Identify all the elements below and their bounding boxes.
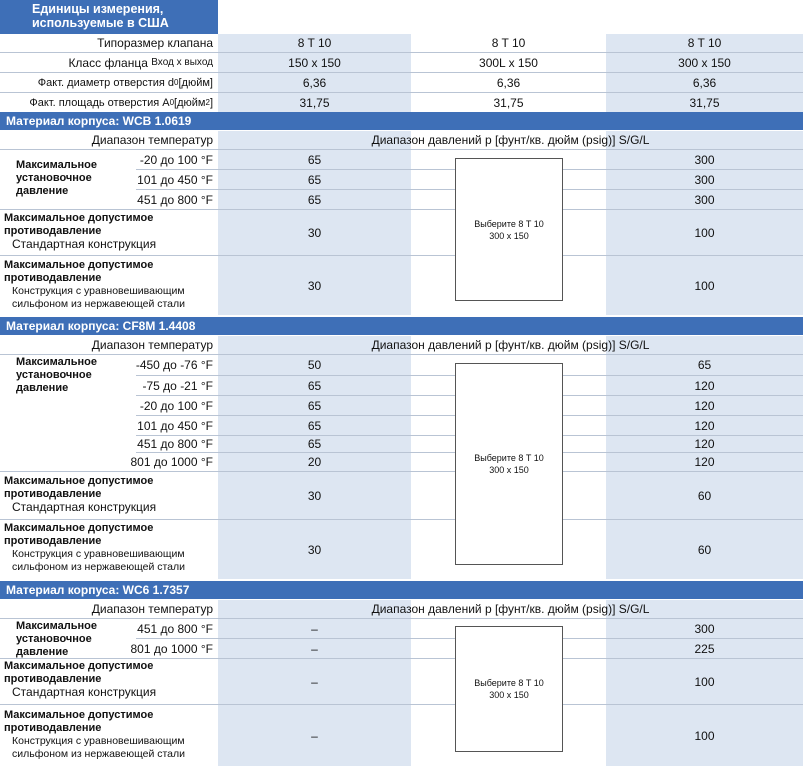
col3-value: 65 bbox=[697, 358, 712, 372]
temp-row: -20 до 100 °F bbox=[139, 152, 213, 167]
col3-value: 120 bbox=[694, 455, 715, 469]
col3-value: 120 bbox=[694, 398, 715, 413]
orifice-area-col3: 31,75 bbox=[689, 95, 720, 110]
select-note-line2: 300 x 150 bbox=[489, 230, 529, 241]
flange-class-col2: 300L x 150 bbox=[479, 55, 538, 70]
max-set-pressure-label bbox=[16, 159, 136, 198]
col3-value: 100 bbox=[694, 728, 715, 743]
label-line: Максимальное bbox=[16, 620, 97, 632]
orifice-area-text: Факт. площадь отверстия A bbox=[29, 96, 170, 109]
col1-value: 65 bbox=[307, 436, 322, 451]
section-title-cf8m: Материал корпуса: CF8M 1.4408 bbox=[0, 317, 803, 335]
flange-class-col3: 300 x 150 bbox=[678, 55, 731, 70]
temp-row: 801 до 1000 °F bbox=[130, 455, 213, 469]
col3-value: 120 bbox=[694, 436, 715, 451]
temp-row: 451 до 800 °F bbox=[137, 436, 213, 451]
col1-value: 50 bbox=[307, 358, 322, 372]
orifice-diameter-unit: [дюйм] bbox=[178, 76, 213, 89]
flange-class-small: Вход x выход bbox=[151, 57, 213, 68]
col3-value: 120 bbox=[694, 378, 715, 393]
temp-row: 101 до 450 °F bbox=[137, 418, 213, 433]
col3-value: 60 bbox=[697, 542, 712, 557]
pressure-range-header: Диапазон давлений p [фунт/кв. дюйм (psig)] S/G/L bbox=[371, 602, 650, 616]
max-backpressure-bellows-label bbox=[4, 259, 218, 311]
orifice-diameter-sub: 0 bbox=[174, 78, 179, 87]
temp-row: 101 до 450 °F bbox=[137, 172, 213, 187]
max-backpressure-bellows-label bbox=[4, 709, 218, 761]
col3-value: 300 bbox=[694, 172, 715, 187]
select-note-line1: Выберите 8 T 10 bbox=[474, 453, 544, 463]
col1-value: 65 bbox=[307, 172, 322, 187]
label-line: сильфоном из нержавеющей стали bbox=[12, 561, 185, 573]
label-line: давление bbox=[16, 185, 69, 197]
col1-value: 30 bbox=[307, 278, 322, 293]
col1-value: 65 bbox=[307, 398, 322, 413]
label-line: противодавление bbox=[4, 488, 102, 500]
valve-size-label: Типоразмер клапана bbox=[97, 36, 213, 50]
col1-value: 65 bbox=[307, 378, 322, 393]
col1-value: – bbox=[311, 641, 318, 656]
label-line: противодавление bbox=[4, 272, 102, 284]
max-backpressure-standard-label bbox=[4, 660, 218, 699]
label-line: Конструкция с уравновешивающим bbox=[12, 285, 185, 297]
label-line: сильфоном из нержавеющей стали bbox=[12, 748, 185, 760]
temp-row: -20 до 100 °F bbox=[139, 398, 213, 413]
col1-value: 30 bbox=[307, 225, 322, 240]
max-backpressure-bellows-label bbox=[4, 522, 218, 574]
temp-range-header: Диапазон температур bbox=[91, 133, 213, 147]
col1-value: – bbox=[311, 674, 318, 689]
orifice-diameter-text: Факт. диаметр отверстия d bbox=[37, 76, 175, 89]
col3-value: 60 bbox=[697, 488, 712, 503]
max-set-pressure-label bbox=[16, 356, 136, 395]
col3-value: 100 bbox=[694, 674, 715, 689]
label-line: Максимальное допустимое bbox=[4, 212, 154, 224]
label-line: Максимальное допустимое bbox=[4, 522, 154, 534]
section-title-wc6: Материал корпуса: WC6 1.7357 bbox=[0, 581, 803, 599]
col3-value: 100 bbox=[694, 225, 715, 240]
valve-size-col1: 8 T 10 bbox=[297, 36, 332, 50]
temp-row: 451 до 800 °F bbox=[137, 192, 213, 207]
label-line: Максимальное допустимое bbox=[4, 259, 154, 271]
select-note-line1: Выберите 8 T 10 bbox=[474, 678, 544, 688]
orifice-area-end: ] bbox=[209, 96, 213, 109]
col3-value: 300 bbox=[694, 192, 715, 207]
label-line: Стандартная конструкция bbox=[12, 237, 157, 251]
col1-value: – bbox=[311, 728, 318, 743]
pressure-range-header: Диапазон давлений p [фунт/кв. дюйм (psig)] S/G/L bbox=[371, 338, 650, 352]
label-line: Конструкция с уравновешивающим bbox=[12, 548, 185, 560]
temp-range-header: Диапазон температур bbox=[91, 338, 213, 352]
select-note-box bbox=[455, 363, 563, 565]
label-line: Стандартная конструкция bbox=[12, 685, 157, 699]
max-backpressure-standard-label bbox=[4, 475, 218, 514]
section-title-wcb: Материал корпуса: WCB 1.0619 bbox=[0, 112, 803, 130]
pressure-range-header: Диапазон давлений p [фунт/кв. дюйм (psig)] S/G/L bbox=[371, 133, 650, 147]
flange-class-label bbox=[0, 53, 218, 72]
flange-class-col1: 150 x 150 bbox=[288, 55, 341, 70]
col3-value: 100 bbox=[694, 278, 715, 293]
label-line: противодавление bbox=[4, 535, 102, 547]
orifice-area-col1: 31,75 bbox=[299, 95, 330, 110]
label-line: установочное bbox=[16, 172, 92, 184]
label-line: Максимальное допустимое bbox=[4, 709, 154, 721]
max-set-pressure-label bbox=[16, 620, 136, 659]
label-line: сильфоном из нержавеющей стали bbox=[12, 298, 185, 310]
label-line: Максимальное допустимое bbox=[4, 660, 154, 672]
orifice-diameter-col1: 6,36 bbox=[302, 75, 327, 90]
col1-value: 65 bbox=[307, 192, 322, 207]
col3-value: 120 bbox=[694, 418, 715, 433]
select-note-line2: 300 x 150 bbox=[489, 690, 529, 700]
col1-value: – bbox=[311, 621, 318, 636]
label-line: установочное bbox=[16, 369, 92, 381]
col3-value: 300 bbox=[694, 152, 715, 167]
orifice-area-sup: 2 bbox=[205, 98, 210, 107]
label-line: установочное bbox=[16, 633, 92, 645]
label-line: Максимальное bbox=[16, 159, 97, 171]
temp-row: -450 до -76 °F bbox=[135, 358, 213, 372]
col3-value: 300 bbox=[694, 621, 715, 636]
col3-value: 225 bbox=[694, 641, 715, 656]
label-line: противодавление bbox=[4, 673, 102, 685]
label-line: противодавление bbox=[4, 225, 102, 237]
max-backpressure-standard-label bbox=[4, 212, 218, 251]
label-line: Максимальное допустимое bbox=[4, 475, 154, 487]
col1-value: 65 bbox=[307, 152, 322, 167]
valve-size-col3: 8 T 10 bbox=[687, 36, 722, 50]
temp-row: 801 до 1000 °F bbox=[130, 641, 213, 656]
temp-range-header: Диапазон температур bbox=[91, 602, 213, 616]
flange-class-text: Класс фланца bbox=[68, 55, 148, 70]
select-note-box bbox=[455, 158, 563, 301]
orifice-diameter-col3: 6,36 bbox=[692, 75, 717, 90]
title-line1: Единицы измерения, bbox=[32, 2, 164, 16]
label-line: давление bbox=[16, 382, 69, 394]
table-title bbox=[0, 0, 218, 34]
orifice-area-label bbox=[0, 93, 218, 112]
orifice-diameter-col2: 6,36 bbox=[496, 75, 521, 90]
label-line: противодавление bbox=[4, 722, 102, 734]
temp-row: -75 до -21 °F bbox=[142, 378, 213, 393]
col1-value: 65 bbox=[307, 418, 322, 433]
valve-size-col2: 8 T 10 bbox=[491, 36, 526, 50]
orifice-area-col2: 31,75 bbox=[493, 95, 524, 110]
label-line: Конструкция с уравновешивающим bbox=[12, 735, 185, 747]
select-note-box bbox=[455, 626, 563, 752]
orifice-diameter-label bbox=[0, 73, 218, 92]
col1-value: 20 bbox=[307, 455, 322, 469]
orifice-area-unit: [дюйм bbox=[174, 96, 206, 109]
col1-value: 30 bbox=[307, 542, 322, 557]
label-line: давление bbox=[16, 646, 69, 658]
select-note-line2: 300 x 150 bbox=[489, 465, 529, 475]
temp-row: 451 до 800 °F bbox=[137, 621, 213, 636]
label-line: Стандартная конструкция bbox=[12, 500, 157, 514]
col1-value: 30 bbox=[307, 488, 322, 503]
orifice-area-sub: 0 bbox=[169, 98, 175, 107]
title-line2: используемые в США bbox=[32, 16, 169, 30]
label-line: Максимальное bbox=[16, 356, 97, 368]
select-note-line1: Выберите 8 T 10 bbox=[474, 218, 544, 229]
